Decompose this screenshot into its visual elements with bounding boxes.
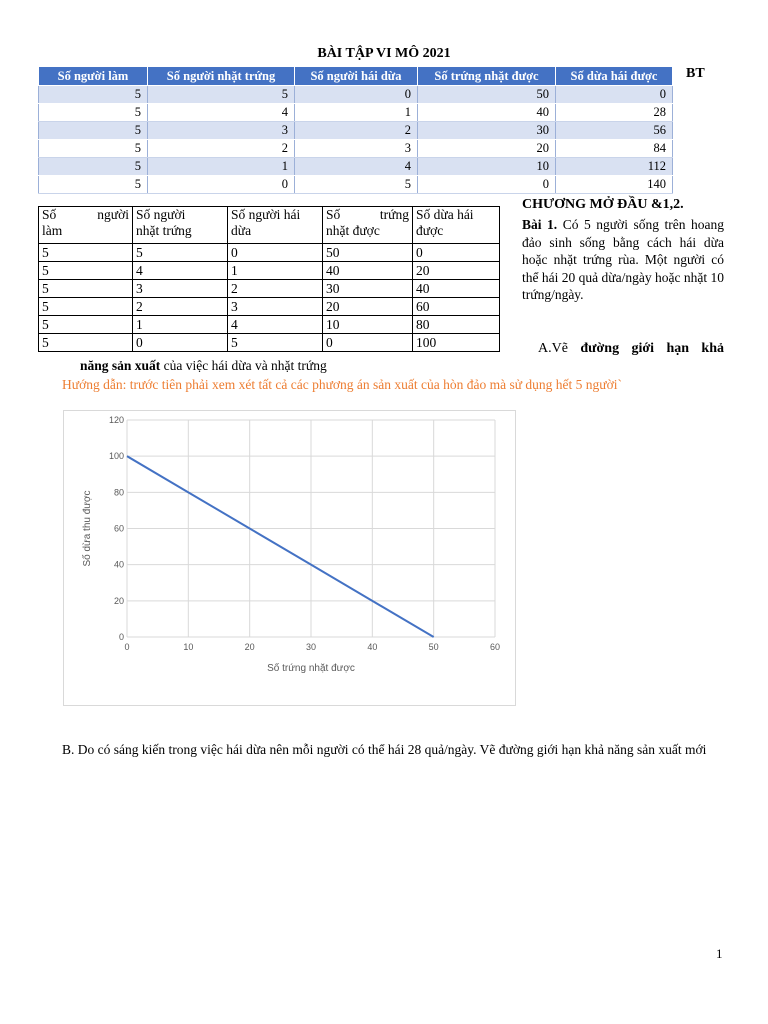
table-row bbox=[39, 176, 673, 194]
table-cell: 30 bbox=[323, 280, 413, 298]
exercise-label: Bài 1. bbox=[522, 217, 558, 232]
header-word: người bbox=[97, 207, 129, 222]
x-tick-label: 60 bbox=[489, 642, 501, 652]
table-row bbox=[39, 262, 500, 280]
part-a-prefix: A.Vẽ bbox=[538, 341, 568, 356]
table-cell: 30 bbox=[418, 122, 556, 140]
table-cell: 5 bbox=[39, 280, 133, 298]
table-cell: 50 bbox=[323, 244, 413, 262]
table-cell: 80 bbox=[413, 316, 500, 334]
table-cell: 10 bbox=[323, 316, 413, 334]
table-cell: 2 bbox=[228, 280, 323, 298]
guide-text: Hướng dẫn: trước tiên phải xem xét tất cả các phương án sản xuất của hòn đảo mà sử dụng hết 5 người` bbox=[62, 377, 622, 392]
x-axis-title: Số trứng nhặt được bbox=[267, 663, 355, 674]
header-line: dừa bbox=[231, 223, 252, 238]
table-cell: 5 bbox=[39, 158, 148, 176]
table-cell: 5 bbox=[39, 244, 133, 262]
production-table-bordered bbox=[38, 206, 500, 352]
table-row bbox=[39, 104, 673, 122]
header-line: Số người bbox=[136, 207, 186, 222]
y-tick-label: 20 bbox=[113, 595, 124, 606]
part-a-bold-text: năng sản xuất bbox=[80, 358, 161, 373]
table-cell: 0 bbox=[413, 244, 500, 262]
table-header-cell bbox=[413, 207, 500, 244]
x-tick-label: 30 bbox=[305, 642, 317, 652]
table-cell: 5 bbox=[148, 86, 295, 104]
table-cell: 60 bbox=[413, 298, 500, 316]
table-row bbox=[39, 334, 500, 352]
table-cell: 100 bbox=[413, 334, 500, 352]
table-cell: 1 bbox=[133, 316, 228, 334]
part-a-rest: của việc hái dừa và nhặt trứng bbox=[163, 358, 327, 373]
header-word: làm bbox=[42, 223, 63, 238]
table-cell: 3 bbox=[133, 280, 228, 298]
header-word: trứng bbox=[379, 207, 409, 222]
table-cell: 5 bbox=[39, 334, 133, 352]
x-tick-label: 0 bbox=[124, 642, 130, 652]
x-tick-label: 40 bbox=[367, 642, 378, 652]
table-cell: 3 bbox=[295, 140, 418, 158]
table-cell: 50 bbox=[418, 86, 556, 104]
table-cell: 40 bbox=[323, 262, 413, 280]
header-line: được bbox=[416, 223, 444, 238]
y-axis-title: Số dừa thu được bbox=[82, 490, 93, 567]
table-cell: 4 bbox=[148, 104, 295, 122]
table-cell: 5 bbox=[39, 298, 133, 316]
page-number: 1 bbox=[716, 946, 723, 961]
table-header-row bbox=[39, 207, 500, 244]
table-cell: 1 bbox=[148, 158, 295, 176]
table-row bbox=[39, 122, 673, 140]
table-cell: 20 bbox=[413, 262, 500, 280]
table-cell: 140 bbox=[556, 176, 673, 194]
table-cell: 0 bbox=[228, 244, 323, 262]
table-row bbox=[39, 298, 500, 316]
table-cell: 5 bbox=[39, 176, 148, 194]
y-tick-label: 60 bbox=[113, 523, 124, 534]
table-cell: 20 bbox=[323, 298, 413, 316]
table-cell: 0 bbox=[295, 86, 418, 104]
table-cell: 56 bbox=[556, 122, 673, 140]
table-header-row bbox=[39, 67, 673, 86]
table-row bbox=[39, 86, 673, 104]
table-cell: 1 bbox=[228, 262, 323, 280]
part-a-heading bbox=[538, 341, 724, 357]
table-cell: 10 bbox=[418, 158, 556, 176]
table-cell: 4 bbox=[228, 316, 323, 334]
table-row bbox=[39, 316, 500, 334]
table-cell: 2 bbox=[295, 122, 418, 140]
table-row bbox=[39, 244, 500, 262]
table-header-cell: Số người hái dừa bbox=[295, 67, 418, 86]
exercise-text bbox=[522, 216, 724, 304]
table-header-cell bbox=[133, 207, 228, 244]
part-a-continuation bbox=[80, 358, 327, 374]
ppf-line bbox=[127, 456, 434, 637]
header-line: Số người hái bbox=[231, 207, 301, 222]
table-cell: 4 bbox=[295, 158, 418, 176]
table-cell: 5 bbox=[39, 140, 148, 158]
table-cell: 5 bbox=[39, 86, 148, 104]
bt-label: BT bbox=[686, 66, 705, 81]
ppf-chart-svg bbox=[64, 411, 515, 705]
table-cell: 28 bbox=[556, 104, 673, 122]
table-cell: 0 bbox=[133, 334, 228, 352]
table-header-cell: Số người nhặt trứng bbox=[148, 67, 295, 86]
table-cell: 3 bbox=[228, 298, 323, 316]
table-header-cell: Số dừa hái được bbox=[556, 67, 673, 86]
part-a-bold-text: đường giới hạn khả bbox=[580, 341, 725, 356]
x-tick-label: 20 bbox=[244, 642, 255, 652]
table-cell: 0 bbox=[556, 86, 673, 104]
table-cell: 2 bbox=[133, 298, 228, 316]
y-tick-label: 120 bbox=[108, 415, 124, 425]
table-cell: 112 bbox=[556, 158, 673, 176]
table-cell: 5 bbox=[228, 334, 323, 352]
table-cell: 0 bbox=[323, 334, 413, 352]
table-cell: 5 bbox=[133, 244, 228, 262]
table-cell: 5 bbox=[295, 176, 418, 194]
production-table-colored bbox=[38, 66, 673, 194]
y-tick-label: 100 bbox=[108, 451, 124, 462]
table-cell: 1 bbox=[295, 104, 418, 122]
table-cell: 84 bbox=[556, 140, 673, 158]
x-tick-label: 50 bbox=[428, 642, 439, 652]
table-cell: 5 bbox=[39, 316, 133, 334]
header-word: Số bbox=[326, 207, 341, 222]
table-cell: 5 bbox=[39, 104, 148, 122]
table-header-cell bbox=[39, 207, 133, 244]
table-cell: 2 bbox=[148, 140, 295, 158]
y-tick-label: 0 bbox=[118, 632, 124, 642]
table-row bbox=[39, 140, 673, 158]
table-cell: 0 bbox=[418, 176, 556, 194]
table-cell: 40 bbox=[418, 104, 556, 122]
chapter-heading: CHƯƠNG MỞ ĐẦU &1,2. bbox=[522, 197, 684, 212]
table-header-cell bbox=[228, 207, 323, 244]
y-tick-label: 80 bbox=[113, 487, 124, 498]
ppf-chart bbox=[63, 410, 516, 706]
exercise-body: Có 5 người sống trên hoang đảo sinh sống bằng cách hái dừa hoặc nhặt trứng rùa. Một người có thể hái 20 quả dừa/ngày hoặc nhặt 10 trứng/ngày. bbox=[522, 217, 724, 302]
table-row bbox=[39, 158, 673, 176]
table-cell: 20 bbox=[418, 140, 556, 158]
table-cell: 4 bbox=[133, 262, 228, 280]
table-header-cell: Số người làm bbox=[39, 67, 148, 86]
header-line: Số dừa hái bbox=[416, 207, 474, 222]
table-cell: 5 bbox=[39, 262, 133, 280]
y-tick-label: 40 bbox=[113, 559, 124, 570]
table-cell: 3 bbox=[148, 122, 295, 140]
part-b-text: B. Do có sáng kiến trong việc hái dừa nên mỗi người có thể hái 28 quả/ngày. Vẽ đường giới hạn khả năng sản xuất mới bbox=[62, 742, 707, 757]
header-word: Số bbox=[42, 207, 57, 222]
chart-tick-labels bbox=[109, 415, 500, 652]
header-word: nhặt được bbox=[326, 223, 380, 238]
chart-series bbox=[127, 456, 434, 637]
table-header-cell: Số trứng nhặt được bbox=[418, 67, 556, 86]
table-cell: 0 bbox=[148, 176, 295, 194]
header-line: nhặt trứng bbox=[136, 223, 192, 238]
table-row bbox=[39, 280, 500, 298]
document-title: BÀI TẬP VI MÔ 2021 bbox=[317, 46, 451, 61]
table-cell: 5 bbox=[39, 122, 148, 140]
chart-gridlines bbox=[127, 420, 495, 637]
table-cell: 40 bbox=[413, 280, 500, 298]
table-header-cell bbox=[323, 207, 413, 244]
x-tick-label: 10 bbox=[183, 642, 194, 652]
